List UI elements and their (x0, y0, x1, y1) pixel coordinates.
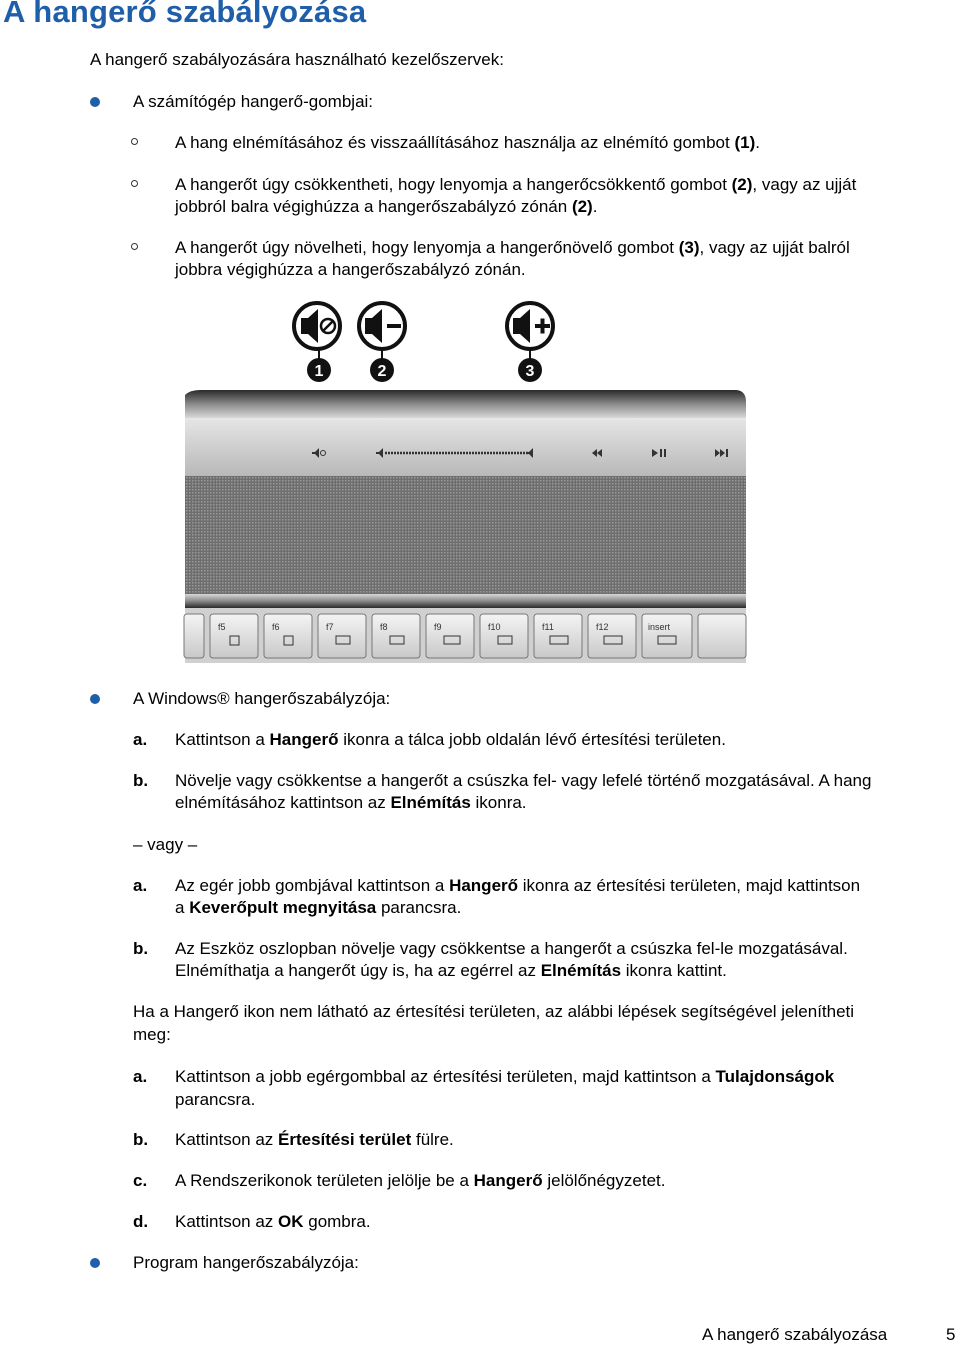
step-b2-line1: Az Eszköz oszlopban növelje vagy csökkentse a hangerőt a csúszka fel-le mozgatásával. (175, 939, 848, 958)
callout-1 (307, 358, 331, 382)
svg-text:f11: f11 (542, 622, 554, 632)
svg-text:f6: f6 (272, 622, 280, 632)
step-list-a-line2: parancsra. (175, 1090, 256, 1109)
bullet-icon (90, 694, 100, 704)
intro-text: A hangerő szabályozására használható kezelőszervek: (90, 50, 504, 69)
step-list-d: Kattintson az OK gombra. (175, 1212, 371, 1231)
function-key-row (184, 614, 746, 658)
item-volume-down-line1: A hangerőt úgy csökkentheti, hogy lenyomja a hangerőcsökkentő gombot (2), vagy az ujját (175, 175, 857, 194)
item-volume-up-line2: jobbra végighúzza a hangerőszabályzó zónán. (175, 260, 526, 279)
step-list-c: A Rendszerikonok területen jelölje be a Hangerő jelölőnégyzetet. (175, 1171, 666, 1190)
sub-bullet-icon (131, 243, 138, 250)
section3-heading: Program hangerőszabályzója: (133, 1253, 359, 1272)
step-list-a-line1: Kattintson a jobb egérgombbal az értesítési területen, majd kattintson a Tulajdonságok (175, 1067, 835, 1086)
sub-bullet-icon (131, 138, 138, 145)
item-volume-up-line1: A hangerőt úgy növelheti, hogy lenyomja a hangerőnövelő gombot (3), vagy az ujját balról (175, 238, 850, 257)
svg-text:f9: f9 (434, 622, 442, 632)
step-label: a. (133, 730, 148, 749)
step-list-b: Kattintson az Értesítési terület fülre. (175, 1130, 454, 1149)
item-mute: A hang elnémításához és visszaállításához használja az elnémító gombot (1). (175, 133, 760, 152)
svg-text:f10: f10 (488, 622, 501, 632)
svg-text:3: 3 (525, 363, 535, 380)
step-a1: Kattintson a Hangerő ikonra a tálca jobb oldalán lévő értesítési területen. (175, 730, 726, 749)
key-f7 (318, 614, 366, 658)
step-b1-line1: Növelje vagy csökkentse a hangerőt a csúszka fel- vagy lefelé történő mozgatásával. A hang (175, 771, 872, 790)
svg-text:2: 2 (377, 363, 387, 380)
svg-text:f8: f8 (380, 622, 388, 632)
callout-3 (518, 358, 542, 382)
page-title: A hangerő szabályozása (3, 0, 367, 29)
key-f5 (210, 614, 258, 658)
or-separator: – vagy – (133, 835, 198, 854)
step-b2-line2: Elnémíthatja a hangerőt úgy is, ha az egérrel az Elnémítás ikonra kattint. (175, 961, 727, 980)
step-label: c. (133, 1171, 148, 1190)
key-f6 (264, 614, 312, 658)
step-a2-line1: Az egér jobb gombjával kattintson a Hangerő ikonra az értesítési területen, majd kattintson (175, 876, 861, 895)
volume-down-icon (359, 303, 405, 349)
paragraph-line1: Ha a Hangerő ikon nem látható az értesítési területen, az alábbi lépések segítségével jelenítheti (133, 1002, 855, 1021)
section2-heading: A Windows® hangerőszabályzója: (133, 689, 391, 708)
volume-up-icon (507, 303, 553, 349)
paragraph-line2: meg: (133, 1025, 171, 1044)
page-number: 5 (946, 1325, 956, 1344)
key-f10 (480, 614, 528, 658)
key-insert (642, 614, 692, 658)
step-label: b. (133, 939, 149, 958)
section1-heading: A számítógép hangerő-gombjai: (133, 92, 374, 111)
key-f8 (372, 614, 420, 658)
mute-icon (294, 303, 340, 349)
svg-text:f7: f7 (326, 622, 334, 632)
step-a2-line2: a Keverőpult megnyitása parancsra. (175, 898, 462, 917)
step-b1-line2: elnémításához kattintson az Elnémítás ikonra. (175, 793, 527, 812)
keyboard-volume-figure (180, 300, 750, 665)
key-f11 (534, 614, 582, 658)
svg-text:1: 1 (314, 363, 324, 380)
step-label: a. (133, 876, 148, 895)
bullet-icon (90, 97, 100, 107)
step-label: d. (133, 1212, 149, 1231)
key-f9 (426, 614, 474, 658)
item-volume-down-line2: jobbról balra végighúzza a hangerőszabályzó zónán (2). (175, 197, 598, 216)
step-label: b. (133, 1130, 149, 1149)
bullet-icon (90, 1258, 100, 1268)
key-f12 (588, 614, 636, 658)
svg-text:f5: f5 (218, 622, 226, 632)
step-label: a. (133, 1067, 148, 1086)
svg-text:insert: insert (648, 622, 671, 632)
footer-title: A hangerő szabályozása (702, 1325, 888, 1344)
callout-2 (370, 358, 394, 382)
step-label: b. (133, 771, 149, 790)
sub-bullet-icon (131, 180, 138, 187)
svg-text:f12: f12 (596, 622, 609, 632)
